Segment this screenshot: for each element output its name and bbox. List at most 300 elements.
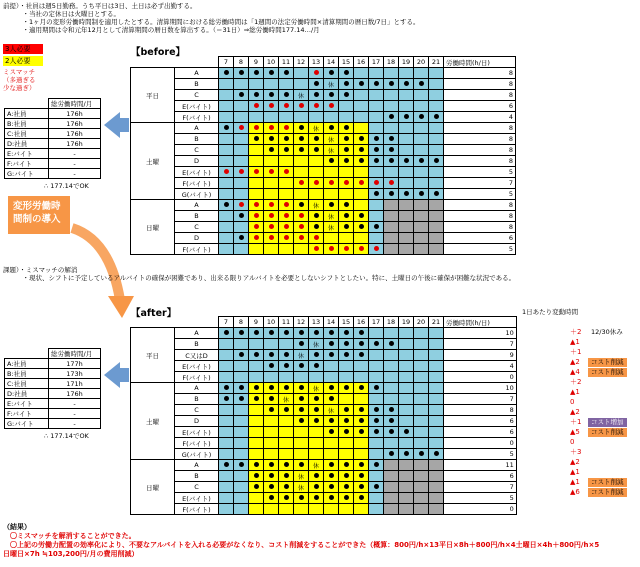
work-dot-icon xyxy=(374,136,379,141)
shift-cell xyxy=(294,394,309,405)
summary-row xyxy=(5,119,101,129)
shift-cell xyxy=(414,79,429,90)
shift-cell xyxy=(414,350,429,361)
shift-cell xyxy=(399,427,414,438)
work-dot-icon xyxy=(389,158,394,163)
total-hours: 0 xyxy=(506,438,517,449)
work-dot-icon xyxy=(314,81,319,86)
shift-cell xyxy=(369,493,384,504)
total-hours: 8 xyxy=(506,79,516,90)
shift-cell xyxy=(384,328,399,339)
total-blank xyxy=(444,372,506,383)
shift-cell xyxy=(249,394,264,405)
shift-cell xyxy=(219,101,234,112)
shift-cell xyxy=(384,460,399,471)
shift-cell xyxy=(324,482,339,493)
shift-cell xyxy=(414,244,429,255)
shift-cell xyxy=(249,504,264,515)
shift-cell xyxy=(324,244,339,255)
shift-cell xyxy=(339,372,354,383)
shift-cell xyxy=(249,200,264,211)
shift-row xyxy=(131,178,516,189)
blank xyxy=(175,57,219,68)
shift-cell xyxy=(429,339,444,350)
work-dot-icon xyxy=(389,136,394,141)
shift-cell xyxy=(354,233,369,244)
shift-cell xyxy=(369,68,384,79)
total-hours: 8 xyxy=(506,68,516,79)
total-hours: 6 xyxy=(506,233,516,244)
shift-cell xyxy=(219,90,234,101)
work-dot-icon xyxy=(389,81,394,86)
shift-cell xyxy=(279,482,294,493)
summary-name: B:社員 xyxy=(5,369,49,379)
total-blank xyxy=(444,482,506,493)
change-item xyxy=(570,417,627,427)
summary-value: 171h xyxy=(49,379,101,389)
shift-cell xyxy=(264,134,279,145)
shift-cell xyxy=(384,167,399,178)
work-dot-icon xyxy=(224,202,229,207)
work-dot-icon xyxy=(314,363,319,368)
shift-cell xyxy=(309,123,324,134)
shift-cell xyxy=(369,101,384,112)
shift-cell xyxy=(294,156,309,167)
shift-cell xyxy=(279,416,294,427)
shift-cell xyxy=(219,145,234,156)
work-dot-icon xyxy=(314,213,319,218)
day-group: 平日 xyxy=(131,68,175,123)
mismatch-dot-icon xyxy=(239,202,244,207)
work-dot-icon xyxy=(284,407,289,412)
hour-header: 10 xyxy=(264,317,279,328)
total-hours: 5 xyxy=(506,244,516,255)
total-blank xyxy=(444,90,506,101)
work-dot-icon xyxy=(329,462,334,467)
shift-row xyxy=(131,328,517,339)
shift-cell xyxy=(279,189,294,200)
shift-cell xyxy=(324,504,339,515)
shift-cell xyxy=(399,383,414,394)
shift-cell xyxy=(219,350,234,361)
shift-cell xyxy=(264,482,279,493)
staff-name: F(バイト) xyxy=(175,504,219,515)
work-dot-icon xyxy=(239,213,244,218)
work-dot-icon xyxy=(374,407,379,412)
shift-cell xyxy=(309,438,324,449)
work-dot-icon xyxy=(329,352,334,357)
shift-cell xyxy=(384,200,399,211)
shift-cell xyxy=(309,211,324,222)
work-dot-icon xyxy=(269,407,274,412)
shift-cell xyxy=(294,222,309,233)
summary-value: 176h xyxy=(49,119,101,129)
shift-cell xyxy=(399,79,414,90)
shift-cell xyxy=(324,416,339,427)
shift-cell xyxy=(384,145,399,156)
work-dot-icon xyxy=(254,473,259,478)
shift-cell xyxy=(219,156,234,167)
shift-cell xyxy=(324,79,339,90)
shift-row xyxy=(131,211,516,222)
total-header: 労働時間(h/日) xyxy=(444,317,517,328)
shift-cell xyxy=(384,233,399,244)
change-item xyxy=(570,347,627,357)
work-dot-icon xyxy=(329,396,334,401)
shift-cell xyxy=(249,134,264,145)
shift-row xyxy=(131,471,517,482)
shift-cell xyxy=(309,383,324,394)
staff-name: C xyxy=(175,145,219,156)
staff-name: C又はD xyxy=(175,350,219,361)
shift-row xyxy=(131,101,516,112)
summary-row xyxy=(5,139,101,149)
summary-name: C:社員 xyxy=(5,129,49,139)
work-dot-icon xyxy=(344,136,349,141)
shift-cell xyxy=(249,482,264,493)
shift-cell xyxy=(339,438,354,449)
shift-cell xyxy=(324,167,339,178)
shift-cell xyxy=(309,112,324,123)
mismatch-dot-icon xyxy=(269,202,274,207)
mismatch-dot-icon xyxy=(299,213,304,218)
work-dot-icon xyxy=(344,202,349,207)
shift-cell xyxy=(219,339,234,350)
shift-cell xyxy=(339,233,354,244)
shift-cell xyxy=(354,482,369,493)
shift-cell xyxy=(384,350,399,361)
shift-cell xyxy=(399,493,414,504)
summary-name: A:社員 xyxy=(5,359,49,369)
shift-cell xyxy=(369,427,384,438)
shift-cell xyxy=(384,90,399,101)
shift-cell xyxy=(369,178,384,189)
shift-cell xyxy=(414,68,429,79)
work-dot-icon xyxy=(359,495,364,500)
shift-cell xyxy=(249,145,264,156)
shift-cell xyxy=(369,328,384,339)
shift-cell xyxy=(339,361,354,372)
rest-mark: 休 xyxy=(327,224,334,232)
shift-cell xyxy=(219,167,234,178)
shift-cell xyxy=(384,134,399,145)
shift-cell xyxy=(279,438,294,449)
shift-cell xyxy=(264,211,279,222)
shift-cell xyxy=(354,112,369,123)
shift-cell xyxy=(309,68,324,79)
total-blank xyxy=(444,394,506,405)
shift-cell xyxy=(429,328,444,339)
shift-cell xyxy=(219,79,234,90)
work-dot-icon xyxy=(284,484,289,489)
shift-cell xyxy=(414,156,429,167)
work-dot-icon xyxy=(329,385,334,390)
result-line: 〇上記の労働力配置の効率化により、不要なアルバイトを入れる必要がなくなり、コスト削減をすることができた（概算：800円/h×13平日×8h＋800円/h×4土曜日×4h＋800円/h×5 xyxy=(3,541,600,549)
shift-cell xyxy=(279,427,294,438)
work-dot-icon xyxy=(329,202,334,207)
shift-cell xyxy=(324,156,339,167)
hour-header: 7 xyxy=(219,317,234,328)
total-hours: 7 xyxy=(506,339,517,350)
summary-value: - xyxy=(49,149,101,159)
work-dot-icon xyxy=(374,462,379,467)
shift-cell xyxy=(264,244,279,255)
shift-cell xyxy=(354,156,369,167)
shift-cell xyxy=(324,134,339,145)
shift-cell xyxy=(219,416,234,427)
day-group: 土曜 xyxy=(131,123,175,200)
shift-cell xyxy=(264,68,279,79)
shift-cell xyxy=(414,167,429,178)
shift-cell xyxy=(249,427,264,438)
shift-cell xyxy=(429,244,444,255)
shift-cell xyxy=(234,211,249,222)
shift-row xyxy=(131,482,517,493)
work-dot-icon xyxy=(299,462,304,467)
shift-cell xyxy=(294,167,309,178)
work-dot-icon xyxy=(269,330,274,335)
result-block xyxy=(3,523,599,559)
total-hours: 9 xyxy=(506,350,517,361)
work-dot-icon xyxy=(344,70,349,75)
work-dot-icon xyxy=(404,158,409,163)
shift-cell xyxy=(429,427,444,438)
work-dot-icon xyxy=(359,484,364,489)
shift-cell xyxy=(264,101,279,112)
shift-cell xyxy=(234,244,249,255)
total-hours: 11 xyxy=(506,460,517,471)
work-dot-icon xyxy=(284,462,289,467)
shift-cell xyxy=(324,200,339,211)
work-dot-icon xyxy=(389,191,394,196)
total-hours: 8 xyxy=(506,156,516,167)
hour-header: 14 xyxy=(324,317,339,328)
shift-cell xyxy=(429,361,444,372)
shift-row xyxy=(131,405,517,416)
premise-notes xyxy=(3,2,420,34)
change-item xyxy=(570,377,627,387)
total-blank xyxy=(444,134,506,145)
total-blank xyxy=(444,167,506,178)
summary-name: A:社員 xyxy=(5,109,49,119)
shift-cell xyxy=(369,200,384,211)
change-tag: コスト削減 xyxy=(588,368,627,377)
shift-cell xyxy=(399,328,414,339)
change-value: ▲1 xyxy=(570,338,580,346)
total-hours: 5 xyxy=(506,493,517,504)
shift-cell xyxy=(294,145,309,156)
shift-cell xyxy=(279,328,294,339)
shift-cell xyxy=(219,112,234,123)
shift-cell xyxy=(309,328,324,339)
work-dot-icon xyxy=(329,484,334,489)
day-group: 日曜 xyxy=(131,200,175,255)
mismatch-dot-icon xyxy=(284,169,289,174)
summary-row xyxy=(5,369,101,379)
staff-name: C xyxy=(175,405,219,416)
shift-cell xyxy=(354,350,369,361)
change-value: ▲2 xyxy=(570,408,580,416)
work-dot-icon xyxy=(434,158,439,163)
hour-header: 10 xyxy=(264,57,279,68)
shift-cell xyxy=(414,438,429,449)
shift-cell xyxy=(264,350,279,361)
shift-cell xyxy=(234,427,249,438)
work-dot-icon xyxy=(419,158,424,163)
shift-cell xyxy=(339,79,354,90)
shift-cell xyxy=(429,112,444,123)
shift-cell xyxy=(294,68,309,79)
mismatch-dot-icon xyxy=(269,103,274,108)
shift-cell xyxy=(249,211,264,222)
shift-cell xyxy=(324,493,339,504)
shift-cell xyxy=(309,222,324,233)
work-dot-icon xyxy=(314,330,319,335)
shift-cell xyxy=(264,90,279,101)
shift-cell xyxy=(384,438,399,449)
change-tag: コスト増加 xyxy=(588,418,627,427)
total-blank xyxy=(444,405,506,416)
shift-cell xyxy=(294,200,309,211)
work-dot-icon xyxy=(329,418,334,423)
shift-cell xyxy=(429,405,444,416)
shift-cell xyxy=(414,482,429,493)
shift-cell xyxy=(399,123,414,134)
total-blank xyxy=(444,101,506,112)
shift-cell xyxy=(414,471,429,482)
total-hours: 10 xyxy=(506,383,517,394)
shift-cell xyxy=(219,493,234,504)
shift-cell xyxy=(219,383,234,394)
shift-cell xyxy=(339,471,354,482)
shift-cell xyxy=(264,200,279,211)
shift-cell xyxy=(429,222,444,233)
mismatch-dot-icon xyxy=(254,235,259,240)
summary-name: G:バイト xyxy=(5,169,49,179)
shift-cell xyxy=(219,449,234,460)
work-dot-icon xyxy=(404,114,409,119)
staff-name: A xyxy=(175,123,219,134)
work-dot-icon xyxy=(269,396,274,401)
work-dot-icon xyxy=(254,92,259,97)
shift-cell xyxy=(294,361,309,372)
mismatch-dot-icon xyxy=(269,169,274,174)
shift-row xyxy=(131,449,517,460)
change-value: ▲1 xyxy=(570,388,580,396)
staff-name: A xyxy=(175,200,219,211)
shift-row xyxy=(131,350,517,361)
shift-cell xyxy=(279,372,294,383)
work-dot-icon xyxy=(374,429,379,434)
total-hours: 8 xyxy=(506,222,516,233)
summary-row xyxy=(5,359,101,369)
work-dot-icon xyxy=(284,330,289,335)
work-dot-icon xyxy=(224,462,229,467)
rest-mark: 休 xyxy=(312,462,319,470)
shift-cell xyxy=(249,68,264,79)
work-dot-icon xyxy=(254,385,259,390)
shift-cell xyxy=(399,233,414,244)
shift-cell xyxy=(309,471,324,482)
shift-cell xyxy=(309,427,324,438)
result-head: （結果） xyxy=(3,523,31,531)
shift-cell xyxy=(414,189,429,200)
work-dot-icon xyxy=(389,429,394,434)
shift-cell xyxy=(264,504,279,515)
work-dot-icon xyxy=(404,81,409,86)
hour-header: 20 xyxy=(414,317,429,328)
shift-cell xyxy=(279,460,294,471)
shift-cell xyxy=(414,383,429,394)
hour-header: 20 xyxy=(414,57,429,68)
shift-cell xyxy=(234,112,249,123)
callout-box xyxy=(8,196,70,234)
shift-cell xyxy=(219,438,234,449)
shift-cell xyxy=(384,449,399,460)
shift-cell xyxy=(414,460,429,471)
total-blank xyxy=(444,244,506,255)
work-dot-icon xyxy=(269,462,274,467)
shift-cell xyxy=(219,372,234,383)
shift-cell xyxy=(249,383,264,394)
shift-cell xyxy=(309,504,324,515)
work-dot-icon xyxy=(299,147,304,152)
staff-name: C xyxy=(175,90,219,101)
staff-name: A xyxy=(175,68,219,79)
summary-header: 総労働時間/月 xyxy=(49,349,101,359)
shift-cell xyxy=(249,493,264,504)
work-dot-icon xyxy=(284,385,289,390)
work-dot-icon xyxy=(359,473,364,478)
total-blank xyxy=(444,339,506,350)
work-dot-icon xyxy=(299,407,304,412)
work-dot-icon xyxy=(254,136,259,141)
shift-cell xyxy=(249,471,264,482)
work-dot-icon xyxy=(389,451,394,456)
summary-value: - xyxy=(49,159,101,169)
summary-row xyxy=(5,399,101,409)
summary-row xyxy=(5,109,101,119)
day-group: 日曜 xyxy=(131,460,175,515)
shift-cell xyxy=(324,339,339,350)
total-hours: 5 xyxy=(506,449,517,460)
arrow-stem xyxy=(119,118,129,132)
shift-cell xyxy=(414,394,429,405)
shift-cell xyxy=(369,405,384,416)
shift-cell xyxy=(249,222,264,233)
shift-cell xyxy=(354,244,369,255)
mismatch-dot-icon xyxy=(284,235,289,240)
mismatch-dot-icon xyxy=(374,246,379,251)
shift-cell xyxy=(294,233,309,244)
summary-row xyxy=(5,389,101,399)
work-dot-icon xyxy=(359,385,364,390)
shift-cell xyxy=(309,244,324,255)
result-line: 〇ミスマッチを解消することができた。 xyxy=(3,532,136,540)
work-dot-icon xyxy=(254,352,259,357)
shift-cell xyxy=(339,460,354,471)
shift-cell xyxy=(264,189,279,200)
shift-cell xyxy=(414,405,429,416)
shift-cell xyxy=(294,460,309,471)
mismatch-dot-icon xyxy=(344,180,349,185)
work-dot-icon xyxy=(239,396,244,401)
work-dot-icon xyxy=(299,330,304,335)
shift-cell xyxy=(354,167,369,178)
shift-cell xyxy=(339,123,354,134)
total-header: 労働時間(h/日) xyxy=(444,57,516,68)
shift-cell xyxy=(234,200,249,211)
